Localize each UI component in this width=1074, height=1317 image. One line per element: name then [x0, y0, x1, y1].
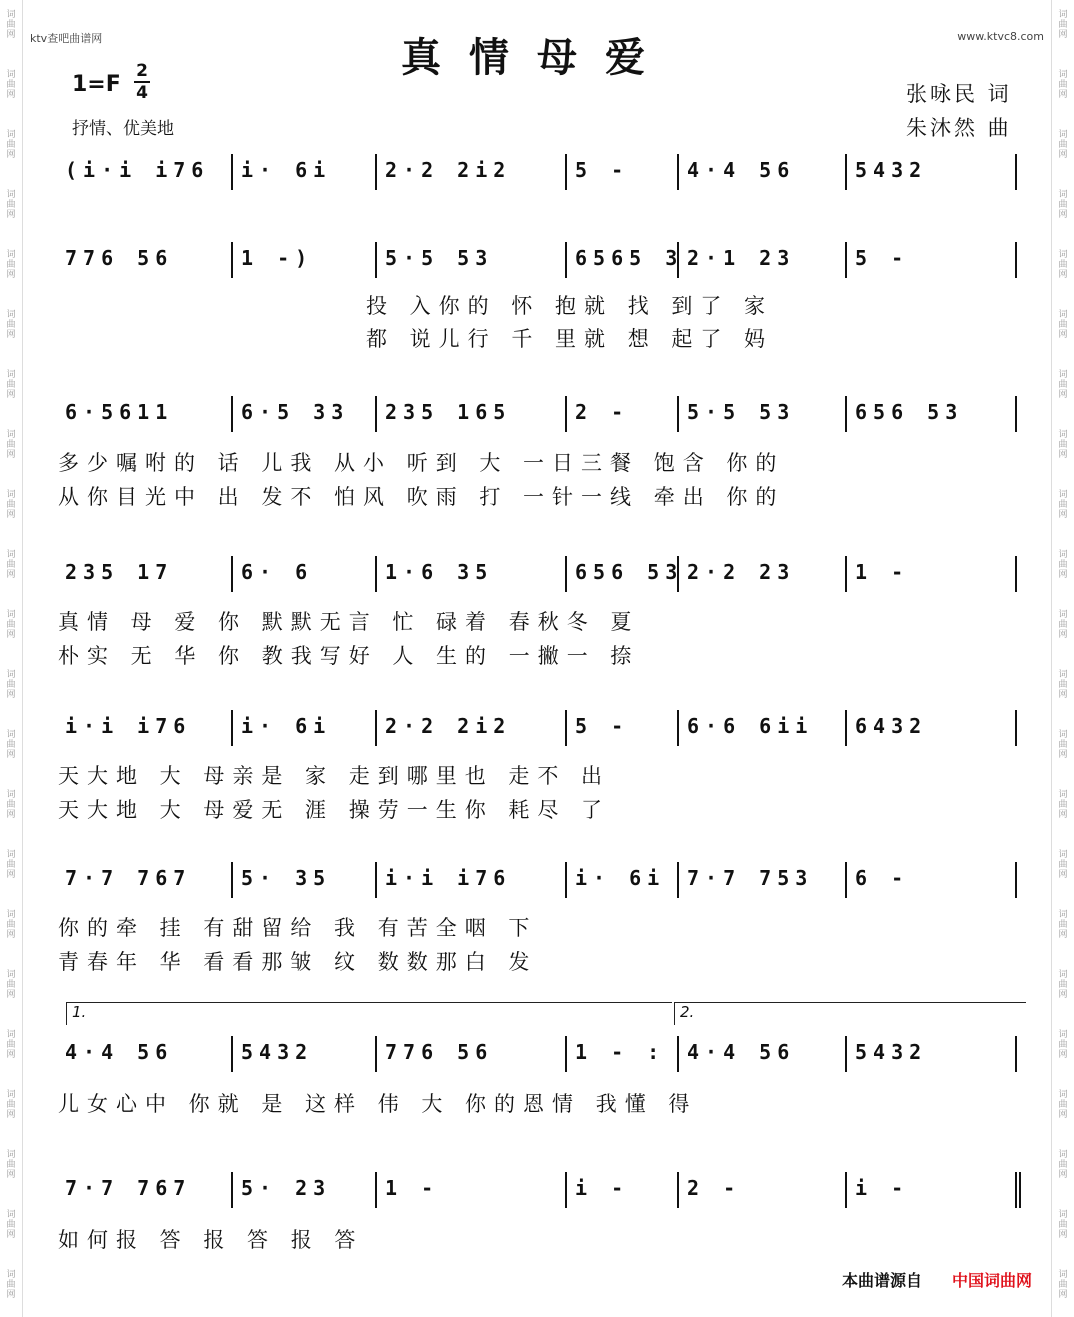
- volta-first-ending: 1.: [66, 1002, 672, 1025]
- lyric-line: 多少嘱咐的 话 儿我 从小 听到 大 一日三餐 饱含 你的: [58, 451, 785, 475]
- side-watermark: 词 曲 网: [1058, 370, 1068, 400]
- bar-line: [565, 154, 567, 190]
- measure-notes: 7·7 767: [65, 1176, 192, 1200]
- bar-line: [231, 396, 233, 432]
- bar-line: [231, 1172, 233, 1208]
- measure-notes: 4·4 56: [687, 158, 796, 182]
- side-watermark: 词 曲 网: [6, 790, 16, 820]
- bar-line: [1015, 710, 1017, 746]
- measure-notes: 6565 3: [575, 246, 684, 270]
- measure-notes: (i·i i76: [65, 158, 210, 182]
- score-row: [55, 396, 1020, 432]
- bar-line: [565, 556, 567, 592]
- lyric-line: 从你目光中 出 发不 怕风 吹雨 打 一针一线 牵出 你的: [58, 485, 785, 509]
- measure-notes: 2 -: [687, 1176, 742, 1200]
- side-watermark: 词 曲 网: [6, 550, 16, 580]
- bar-line: [1015, 154, 1017, 190]
- side-watermark: 词 曲 网: [1058, 970, 1068, 1000]
- side-watermark: 词 曲 网: [6, 1030, 16, 1060]
- bar-line: [1015, 862, 1017, 898]
- bar-line: [845, 862, 847, 898]
- measure-notes: 4·4 56: [687, 1040, 796, 1064]
- bar-line: [1015, 396, 1017, 432]
- side-watermark: 词 曲 网: [1058, 70, 1068, 100]
- measure-notes: 1 -: [385, 1176, 440, 1200]
- side-watermark: 词 曲 网: [1058, 1090, 1068, 1120]
- side-watermark: 词 曲 网: [1058, 10, 1068, 40]
- tempo-marking: 抒情、优美地: [72, 119, 174, 139]
- bar-line: [677, 862, 679, 898]
- time-signature-top: 2: [136, 61, 148, 81]
- source-site-link[interactable]: 中国词曲网: [952, 1271, 1033, 1290]
- measure-notes: i -: [575, 1176, 630, 1200]
- lyric-line: 投 入你的 怀 抱就 找 到了 家: [366, 294, 774, 318]
- side-watermark: 词 曲 网: [6, 730, 16, 760]
- measure-notes: 2 -: [575, 400, 630, 424]
- bar-line: [677, 396, 679, 432]
- measure-notes: 656 53: [855, 400, 964, 424]
- bar-line: [375, 862, 377, 898]
- side-watermark: 词 曲 网: [1058, 250, 1068, 280]
- bar-line: [565, 1172, 567, 1208]
- measure-notes: 1 -): [241, 246, 314, 270]
- lyric-line: 真情 母 爱 你 默默无言 忙 碌着 春秋冬 夏: [58, 610, 640, 634]
- score-row: [55, 556, 1020, 592]
- score-row: [55, 242, 1020, 278]
- bar-line: [845, 556, 847, 592]
- side-watermark: 词 曲 网: [1058, 910, 1068, 940]
- bar-line: [231, 154, 233, 190]
- bar-line: [1015, 556, 1017, 592]
- measure-notes: i· 6i: [241, 158, 332, 182]
- bar-line: [845, 242, 847, 278]
- side-watermark: 词 曲 网: [1058, 610, 1068, 640]
- lyric-line: 如何报 答 报 答 报 答: [58, 1228, 364, 1252]
- side-watermark: 词 曲 网: [6, 1150, 16, 1180]
- measure-notes: 1 -: [855, 560, 910, 584]
- side-watermark: 词 曲 网: [6, 130, 16, 160]
- side-watermark: 词 曲 网: [1058, 1150, 1068, 1180]
- bar-line: [845, 1036, 847, 1072]
- measure-notes: i· 6i: [241, 714, 332, 738]
- side-watermark: 词 曲 网: [6, 490, 16, 520]
- bar-line: [231, 556, 233, 592]
- bar-line: [565, 862, 567, 898]
- bar-line: [231, 242, 233, 278]
- source-label: 本曲谱源自: [842, 1271, 923, 1290]
- side-watermark: 词 曲 网: [6, 1270, 16, 1300]
- lyric-line: 都 说儿行 千 里就 想 起了 妈: [366, 327, 774, 351]
- measure-notes: 1·6 35: [385, 560, 494, 584]
- lyric-line: 朴实 无 华 你 教我写好 人 生的 一撇一 捺: [58, 644, 640, 668]
- measure-notes: i·i i76: [385, 866, 512, 890]
- time-signature: [134, 62, 150, 102]
- lyric-line: 天大地 大 母爱无 涯 操劳一生你 耗尽 了: [58, 798, 611, 822]
- time-signature-bottom: 4: [136, 83, 148, 103]
- measure-notes: 776 56: [385, 1040, 494, 1064]
- side-watermark: 词 曲 网: [6, 670, 16, 700]
- measure-notes: 5432: [855, 1040, 928, 1064]
- measure-notes: 5· 35: [241, 866, 332, 890]
- measure-notes: 4·4 56: [65, 1040, 174, 1064]
- measure-notes: 2·1 23: [687, 246, 796, 270]
- measure-notes: 776 56: [65, 246, 174, 270]
- lyric-line: 天大地 大 母亲是 家 走到哪里也 走不 出: [58, 764, 611, 788]
- measure-notes: 235 165: [385, 400, 512, 424]
- site-watermark-right: www.ktvc8.com: [957, 30, 1044, 43]
- bar-line: [845, 154, 847, 190]
- bar-line: [375, 154, 377, 190]
- bar-line: [677, 710, 679, 746]
- measure-notes: 2·2 23: [687, 560, 796, 584]
- volta-second-ending: 2.: [674, 1002, 1026, 1025]
- bar-line: [565, 710, 567, 746]
- bar-line: [231, 1036, 233, 1072]
- measure-notes: 6 -: [855, 866, 910, 890]
- side-watermark: 词 曲 网: [6, 1210, 16, 1240]
- bar-line: [565, 242, 567, 278]
- lyric-line: 你的牵 挂 有甜留给 我 有苦全咽 下: [58, 916, 538, 940]
- side-watermark: 词 曲 网: [1058, 310, 1068, 340]
- bar-line: [565, 396, 567, 432]
- left-watermark-strip: [0, 0, 23, 1317]
- measure-notes: 6·5 33: [241, 400, 350, 424]
- bar-line: [1015, 242, 1017, 278]
- side-watermark: 词 曲 网: [1058, 1210, 1068, 1240]
- bar-line: [375, 1036, 377, 1072]
- bar-line: [845, 710, 847, 746]
- key-signature: 1=F: [72, 72, 121, 97]
- side-watermark: 词 曲 网: [6, 10, 16, 40]
- bar-line: [677, 154, 679, 190]
- measure-notes: 5 -: [575, 158, 630, 182]
- composer-credit: 朱沐然 曲: [906, 116, 1012, 140]
- side-watermark: 词 曲 网: [1058, 550, 1068, 580]
- measure-notes: 5432: [241, 1040, 314, 1064]
- score-row: [55, 710, 1020, 746]
- side-watermark: 词 曲 网: [6, 910, 16, 940]
- bar-line: [1015, 1036, 1017, 1072]
- side-watermark: 词 曲 网: [1058, 1270, 1068, 1300]
- bar-line: [375, 710, 377, 746]
- measure-notes: 6·5611: [65, 400, 174, 424]
- side-watermark: 词 曲 网: [6, 850, 16, 880]
- score-row: [55, 154, 1020, 190]
- measure-notes: 5·5 53: [687, 400, 796, 424]
- score-row: [55, 862, 1020, 898]
- measure-notes: 6· 6: [241, 560, 314, 584]
- side-watermark: 词 曲 网: [6, 370, 16, 400]
- side-watermark: 词 曲 网: [1058, 730, 1068, 760]
- bar-line: [565, 1036, 567, 1072]
- bar-line: [231, 862, 233, 898]
- side-watermark: 词 曲 网: [1058, 790, 1068, 820]
- side-watermark: 词 曲 网: [6, 70, 16, 100]
- score-row: [55, 1172, 1020, 1208]
- measure-notes: 5 -: [855, 246, 910, 270]
- measure-notes: i -: [855, 1176, 910, 1200]
- measure-notes: i·i i76: [65, 714, 192, 738]
- bar-line: [845, 396, 847, 432]
- lyricist-credit: 张咏民 词: [906, 82, 1012, 106]
- bar-line: [1015, 1172, 1017, 1208]
- measure-notes: 6432: [855, 714, 928, 738]
- side-watermark: 词 曲 网: [6, 190, 16, 220]
- right-watermark-strip: [1051, 0, 1074, 1317]
- side-watermark: 词 曲 网: [1058, 1030, 1068, 1060]
- bar-line: [375, 396, 377, 432]
- side-watermark: 词 曲 网: [1058, 130, 1068, 160]
- bar-line: [677, 1172, 679, 1208]
- lyric-line: 青春年 华 看看那皱 纹 数数那白 发: [58, 950, 538, 974]
- side-watermark: 词 曲 网: [1058, 430, 1068, 460]
- side-watermark: 词 曲 网: [1058, 190, 1068, 220]
- bar-line: [231, 710, 233, 746]
- measure-notes: 1 - :: [575, 1040, 666, 1064]
- measure-notes: 6·6 6ii: [687, 714, 814, 738]
- measure-notes: 2·2 2i2: [385, 158, 512, 182]
- side-watermark: 词 曲 网: [6, 1090, 16, 1120]
- song-title: 真情母爱: [401, 34, 673, 81]
- side-watermark: 词 曲 网: [1058, 850, 1068, 880]
- side-watermark: 词 曲 网: [6, 970, 16, 1000]
- bar-line: [677, 1036, 679, 1072]
- side-watermark: 词 曲 网: [6, 430, 16, 460]
- side-watermark: 词 曲 网: [6, 310, 16, 340]
- measure-notes: 5432: [855, 158, 928, 182]
- bar-line: [375, 242, 377, 278]
- measure-notes: 5 -: [575, 714, 630, 738]
- measure-notes: 5·5 53: [385, 246, 494, 270]
- measure-notes: 7·7 767: [65, 866, 192, 890]
- bar-line: [845, 1172, 847, 1208]
- bar-line: [375, 1172, 377, 1208]
- measure-notes: 656 53: [575, 560, 684, 584]
- measure-notes: i· 6i: [575, 866, 666, 890]
- measure-notes: 2·2 2i2: [385, 714, 512, 738]
- side-watermark: 词 曲 网: [6, 250, 16, 280]
- side-watermark: 词 曲 网: [1058, 490, 1068, 520]
- side-watermark: 词 曲 网: [1058, 670, 1068, 700]
- side-watermark: 词 曲 网: [6, 610, 16, 640]
- site-watermark-left: ktv查吧曲谱网: [30, 32, 103, 45]
- score-row: [55, 1036, 1020, 1072]
- measure-notes: 5· 23: [241, 1176, 332, 1200]
- bar-line: [375, 556, 377, 592]
- measure-notes: 235 17: [65, 560, 174, 584]
- measure-notes: 7·7 753: [687, 866, 814, 890]
- lyric-line: 儿女心中 你就 是 这样 伟 大 你的恩情 我懂 得: [58, 1092, 698, 1116]
